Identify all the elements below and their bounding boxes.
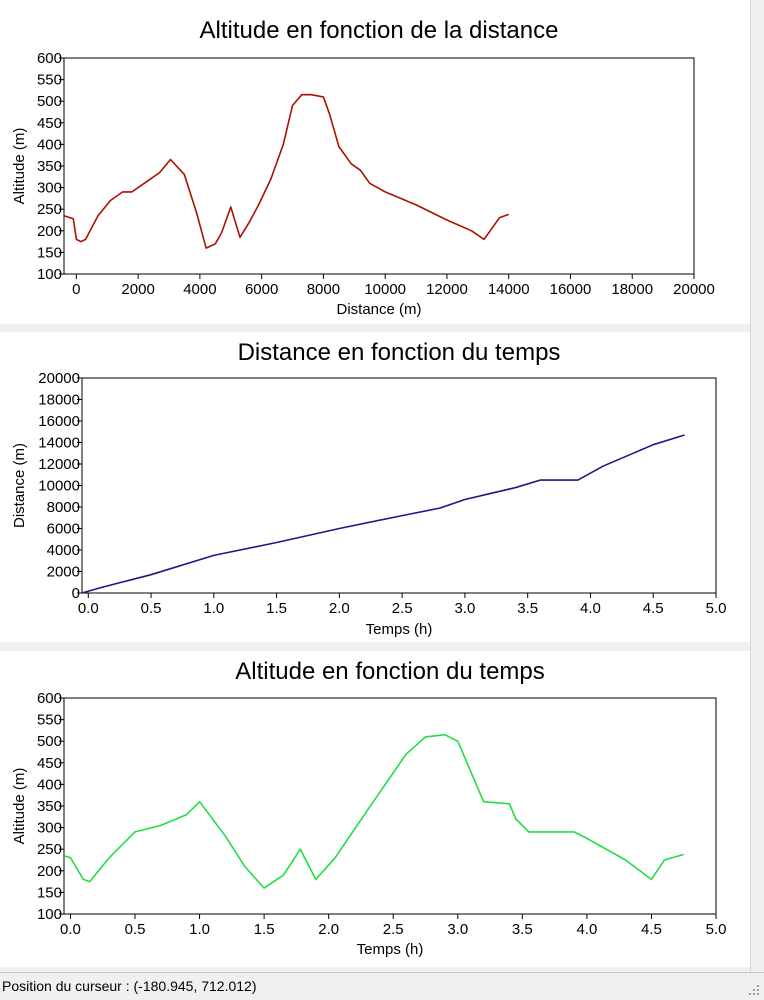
y-tick-label: 150 — [36, 884, 62, 902]
x-tick-label: 14000 — [487, 281, 530, 298]
y-tick-label: 550 — [36, 711, 62, 729]
y-tick-label: 2000 — [46, 563, 80, 581]
y-tick-label: 350 — [36, 158, 62, 175]
cursor-position-value: (-180.945, 712.012) — [133, 978, 257, 994]
x-tick-label: 3.5 — [517, 600, 539, 617]
y-tick-label: 150 — [36, 244, 62, 262]
y-tick-label: 200 — [36, 862, 62, 880]
window-right-border — [750, 0, 764, 972]
x-tick-label: 8000 — [306, 281, 341, 298]
status-bar — [0, 972, 764, 1000]
y-axis-label: Distance (m) — [11, 442, 28, 529]
x-tick-label: 1.5 — [266, 600, 288, 617]
y-tick-label: 300 — [36, 819, 62, 837]
y-tick-label: 6000 — [46, 520, 80, 538]
x-tick-label: 2.5 — [391, 600, 413, 617]
x-tick-label: 10000 — [364, 281, 407, 298]
x-tick-label: 2.0 — [328, 600, 350, 617]
y-tick-label: 0 — [71, 585, 80, 602]
y-tick-label: 250 — [36, 841, 62, 859]
y-tick-label: 400 — [36, 136, 62, 154]
x-tick-label: 2.0 — [318, 921, 340, 938]
chart-title: Altitude en fonction de la distance — [199, 17, 559, 44]
x-axis-label: Temps (h) — [356, 941, 424, 958]
y-tick-label: 100 — [36, 266, 62, 283]
y-tick-label: 16000 — [38, 413, 80, 430]
x-tick-label: 1.0 — [189, 921, 210, 938]
y-tick-label: 350 — [36, 798, 62, 815]
x-tick-label: 6000 — [244, 281, 279, 298]
x-tick-label: 4000 — [183, 281, 217, 298]
y-tick-label: 4000 — [46, 542, 80, 559]
x-tick-label: 20000 — [673, 281, 715, 298]
series-line — [64, 95, 509, 248]
y-tick-label: 450 — [36, 114, 62, 132]
y-tick-label: 500 — [36, 93, 62, 111]
x-tick-label: 2000 — [121, 281, 155, 298]
y-tick-label: 8000 — [46, 499, 80, 516]
y-tick-label: 450 — [36, 754, 62, 772]
y-tick-label: 300 — [36, 179, 62, 197]
y-axis-label: Altitude (m) — [11, 127, 28, 205]
chart-title: Distance en fonction du temps — [237, 339, 561, 366]
x-tick-label: 3.0 — [447, 921, 469, 938]
x-tick-label: 4.0 — [576, 921, 598, 938]
cursor-position-label: Position du curseur : — [2, 978, 130, 994]
x-tick-label: 0.0 — [60, 921, 81, 938]
series-line — [64, 735, 684, 888]
x-tick-label: 3.0 — [454, 600, 476, 617]
plot-area — [82, 378, 716, 593]
y-tick-label: 550 — [36, 71, 62, 89]
x-tick-label: 2.5 — [382, 921, 404, 938]
series-line — [82, 435, 685, 593]
y-tick-label: 250 — [36, 201, 62, 219]
y-tick-label: 12000 — [38, 456, 80, 473]
x-tick-label: 0.0 — [77, 600, 99, 617]
plot-area — [64, 58, 694, 274]
chart-altitude-distance — [0, 8, 750, 324]
x-tick-label: 18000 — [611, 281, 654, 298]
chart-distance-time — [0, 332, 750, 642]
x-tick-label: 4.5 — [642, 600, 664, 617]
y-axis-label: Altitude (m) — [11, 767, 28, 845]
chart-title: Altitude en fonction du temps — [235, 658, 545, 685]
x-tick-label: 12000 — [426, 281, 468, 298]
x-tick-label: 1.5 — [253, 921, 275, 938]
y-tick-label: 400 — [36, 776, 62, 794]
x-axis-label: Temps (h) — [365, 621, 433, 638]
x-tick-label: 1.0 — [203, 600, 225, 617]
y-tick-label: 500 — [36, 733, 62, 751]
x-tick-label: 0.5 — [124, 921, 146, 938]
chart-altitude-time — [0, 651, 750, 967]
chart-panel-distance-time — [0, 332, 750, 642]
y-tick-label: 200 — [36, 222, 62, 240]
x-tick-label: 3.5 — [511, 921, 533, 938]
y-tick-label: 14000 — [38, 434, 80, 452]
x-tick-label: 0 — [72, 281, 81, 298]
x-tick-label: 4.5 — [641, 921, 662, 938]
resize-grip-icon[interactable] — [748, 984, 760, 996]
y-tick-label: 600 — [36, 690, 62, 707]
plot-area — [64, 698, 716, 914]
y-tick-label: 20000 — [38, 370, 80, 387]
y-tick-label: 10000 — [38, 477, 80, 495]
x-tick-label: 0.5 — [140, 600, 162, 617]
chart-panel-altitude-time — [0, 651, 750, 967]
x-tick-label: 16000 — [549, 281, 592, 298]
x-axis-label: Distance (m) — [336, 301, 422, 318]
top-strip — [0, 0, 764, 8]
y-tick-label: 18000 — [38, 391, 80, 409]
y-tick-label: 100 — [36, 906, 62, 923]
y-tick-label: 600 — [36, 50, 62, 67]
x-tick-label: 4.0 — [580, 600, 601, 617]
x-tick-label: 5.0 — [705, 600, 727, 617]
x-tick-label: 5.0 — [705, 921, 727, 938]
chart-panel-altitude-distance — [0, 8, 750, 324]
